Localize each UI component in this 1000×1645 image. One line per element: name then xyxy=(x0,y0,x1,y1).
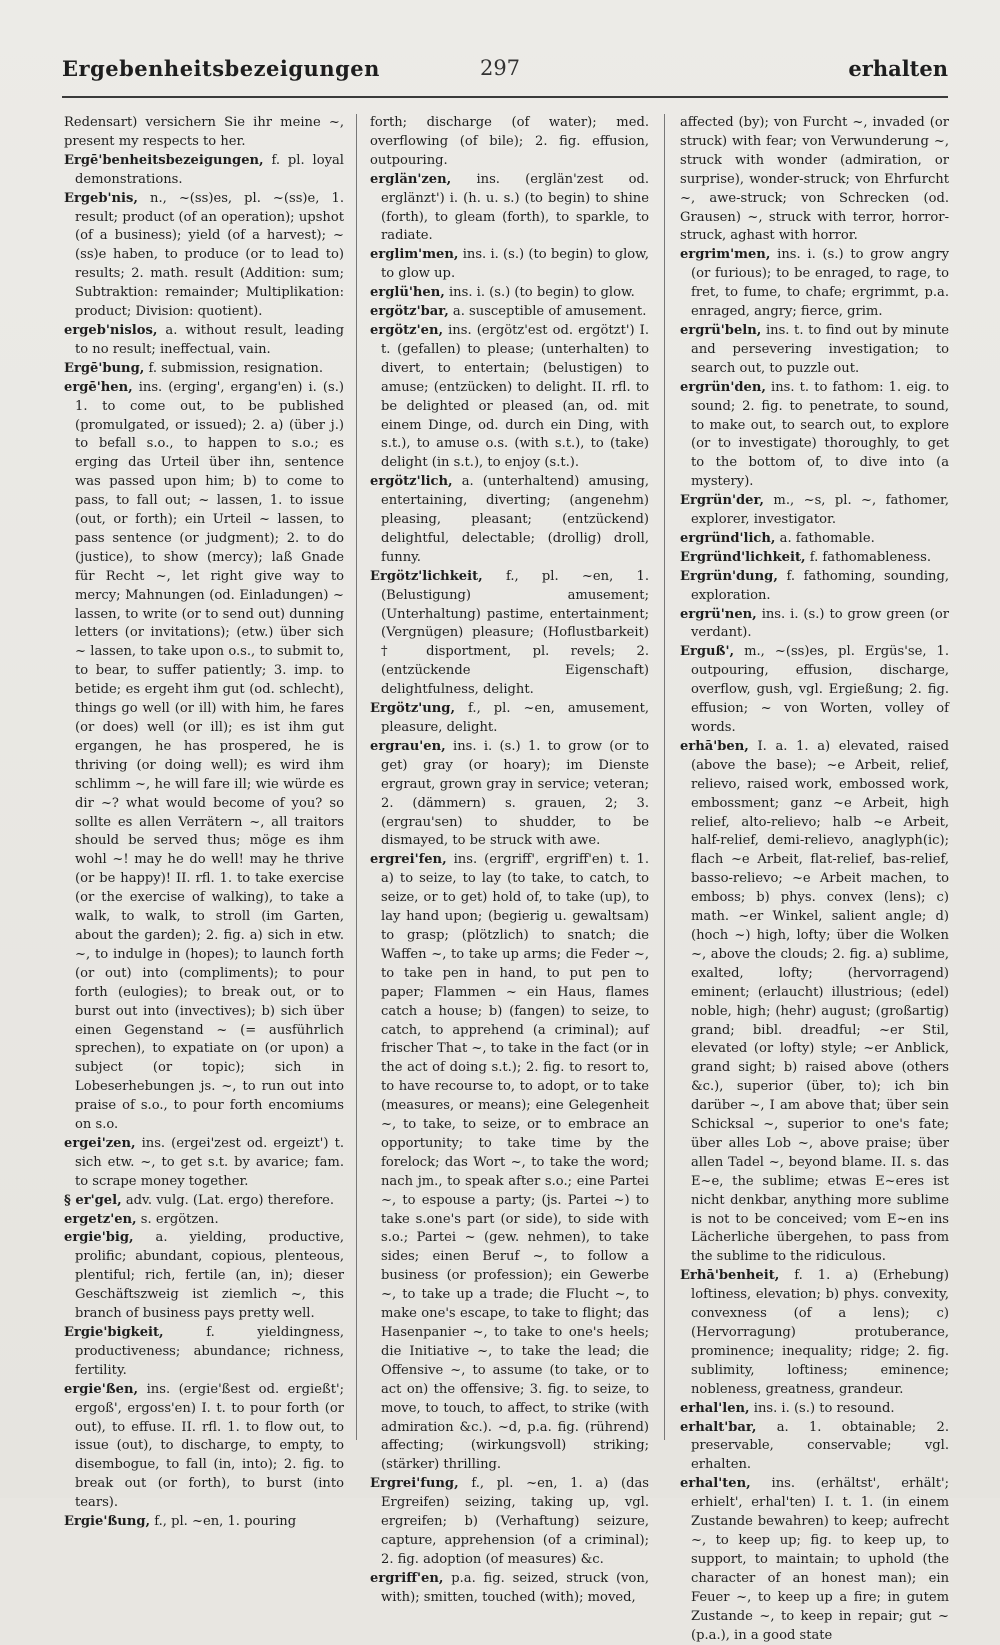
entry-headword: Ergründ'lichkeit, xyxy=(680,549,806,565)
entry-headword: erhalt'bar, xyxy=(680,1419,757,1435)
dictionary-entry xyxy=(370,246,649,284)
entry-definition: f., pl. ~en, 1. a) (das Ergreifen) seizing, taking up, vgl. ergreifen; b) (Verhaftung) seizure, capture, apprehension (of a criminal); 2. fig. adoption (of measures) &c. xyxy=(381,1476,649,1567)
entry-definition: f. pl. loyal demonstrations. xyxy=(75,152,344,187)
entry-headword: Ergie'ßung, xyxy=(64,1514,151,1530)
dictionary-entry xyxy=(64,1381,344,1513)
dictionary-entry xyxy=(680,379,949,492)
running-head-right: erhalten xyxy=(848,56,948,81)
dictionary-entry xyxy=(64,322,344,360)
entry-headword: ergötz'lich, xyxy=(370,474,453,490)
entry-definition: f., pl. ~en, 1. pouring xyxy=(150,1514,297,1530)
entry-headword: Erguß', xyxy=(680,644,735,660)
dictionary-entry xyxy=(680,530,949,549)
entry-headword: Ergē'bung, xyxy=(64,360,145,376)
dictionary-entry xyxy=(680,1400,949,1419)
page-number: 297 xyxy=(479,56,521,80)
entry-headword: Ergie'bigkeit, xyxy=(64,1325,164,1340)
entry-definition: a. yielding, productive, prolific; abundant, copious, plenteous, plentiful; rich, fertile (an, in); dieser Geschäftszweig ist ziemlich ~, this branch of business pays pretty well. xyxy=(75,1230,344,1322)
entry-headword: § er'gel, xyxy=(64,1192,122,1208)
dictionary-entry xyxy=(370,851,649,1475)
entry-headword: erglim'men, xyxy=(370,247,459,263)
dictionary-entry xyxy=(680,246,949,322)
dictionary-entry xyxy=(680,1267,949,1399)
entry-headword: erhal'ten, xyxy=(680,1476,751,1492)
dictionary-entry xyxy=(370,473,649,568)
entry-definition: a. without result, leading to no result; ineffectual, vain. xyxy=(75,322,344,357)
entry-definition: f. submission, resignation. xyxy=(144,360,324,376)
entry-definition: ins. i. (s.) to grow angry (or furious); to be enraged, to rage, to fret, to fume, to chafe; ergrimmt, p.a. enraged, angry; fierce, grim. xyxy=(691,247,949,320)
column-right xyxy=(680,114,949,1643)
entry-definition: ins. (erhältst', erhält'; erhielt', erhal'ten) I. t. 1. (in einem Zustande bewahren) to keep; aufrecht ~, to keep up; fig. to keep up, to support, to maintain; to uphold (the character of an honest man); ein Feuer ~, to keep up a fire; in gutem Zustande ~, to keep in repair; gut ~ (p.a.), in a good state xyxy=(691,1476,949,1643)
dictionary-entry xyxy=(680,114,949,246)
dictionary-entry xyxy=(680,1419,949,1476)
entry-definition: I. a. 1. a) elevated, raised (above the base); ~e Arbeit, relief, relievo, raised work, embossed work, embossment; ganz ~e Arbeit, high relief, alto-relievo; halb ~e Arbeit, half-relief, demi-relievo, anaglyph(ic); flach ~e Arbeit, flat-relief, bas-relief, basso-relievo; ~e Arbeit machen, to emboss; b) phys. convex (lens); c) math. ~er Winkel, salient angle; d) (hoch ~) high, lofty; über die Wolken ~, above the clouds; 2. fig. a) sublime, exalted, lofty; (hervorragend) eminent; (erlaucht) illustrious; (edel) noble, high; (hehr) august; (großartig) grand; bibl. dreadful; ~er Stil, elevated (or lofty) style; ~er Anblick, grand sight; b) raised above (others &c.), superior (über, to); ich bin darüber ~, I am above that; über sein Schicksal ~, superior to one's fate; über alles Lob ~, above praise; über allen Tadel ~, beyond blame. II. s. das E~e, the sublime; etwas E~eres ist nicht denkbar, anything more sublime is not to be conceived; vom E~en ins Lächerliche übergehen, to pass from the sublime to the ridiculous. xyxy=(691,738,949,1265)
entry-definition: f. fathomableness. xyxy=(805,549,931,565)
column-divider xyxy=(664,114,665,1440)
entry-definition: ins. (erglän'zest od. erglänzt') i. (h. u. s.) (to begin) to shine (forth), to gleam (forth), to sparkle, to radiate. xyxy=(381,171,649,244)
entry-definition: adv. vulg. (Lat. ergo) therefore. xyxy=(121,1192,335,1208)
entry-headword: erhā'ben, xyxy=(680,738,749,754)
entry-headword: ergei'zen, xyxy=(64,1135,136,1151)
dictionary-entry xyxy=(680,1475,949,1645)
entry-definition: ins. (erging', ergang'en) i. (s.) 1. to come out, to be published (promulgated, or issued); 2. a) (über j.) to befall s.o., to happen to s.o.; es erging das Urteil über ihn, sentence was passed upon him; b) to come to pass, to fall out; ~ lassen, 1. to issue (out, or forth); ein Urteil ~ lassen, to pass sentence (or judgment); 2. to do (justice), to show (mercy); laß Gnade für Recht ~, let right give way to mercy; Mahnungen (od. Einladungen) ~ lassen, to write (or to send out) dunning letters (or invitations); (etw.) über sich ~ lassen, to take upon o.s., to submit to, to bear, to suffer patiently; 3. imp. to betide; es ergeht ihm gut (od. schlecht), things go well (or ill) with him, he fares (or does) well (or ill); es ist ihm gut ergangen, he has prospered, he is thriving (or doing well); es wird ihm schlimm ~, he will fare ill; wie würde es dir ~? what would become of you? so sollte es allen Verrätern ~, all traitors should be served thus; möge es ihm wohl ~! may he do well! may he thrive (or be happy)! II. rfl. 1. to take exercise (or the exercise of walking), to take a walk, to walk, to stroll (im Garten, about the garden); 2. fig. a) sich in etw. ~, to indulge in (hopes); to launch forth (or out) into (compliments); to pour forth (eulogies); to break out, or to burst out into (invectives); b) sich über einen Gegenstand ~ (= ausführlich sprechen), to expatiate on (or upon) a subject (or topic); sich in Lobeserhebungen js. ~, to run out into praise of s.o., to pour forth encomiums on s.o. xyxy=(75,379,344,1133)
entry-definition: affected (by); von Furcht ~, invaded (or struck) with fear; von Verwunderung ~, struck with wonder (admiration, or surprise), wonder-struck; von Ehrfurcht ~, awe-struck; von Schrecken (od. Grausen) ~, struck with terror, horror-struck, aghast with horror. xyxy=(680,115,949,244)
entry-definition: ins. t. to fathom: 1. eig. to sound; 2. fig. to penetrate, to sound, to make out, to search out, to explore (or to investigate) thoroughly, to get to the bottom of, to dive into (a mystery). xyxy=(691,379,949,490)
dictionary-entry xyxy=(370,738,649,851)
entry-definition: s. ergötzen. xyxy=(136,1211,219,1227)
entry-definition: a. 1. obtainable; 2. preservable, conservable; vgl. erhalten. xyxy=(691,1419,949,1473)
entry-definition: p.a. fig. seized, struck (von, with); smitten, touched (with); moved, xyxy=(381,1570,649,1605)
dictionary-entry xyxy=(64,1229,344,1324)
dictionary-entry xyxy=(370,1570,649,1608)
entry-headword: ergrei'fen, xyxy=(370,852,447,868)
dictionary-entry xyxy=(370,284,649,303)
entry-headword: Erhā'benheit, xyxy=(680,1268,780,1284)
entry-headword: Ergötz'ung, xyxy=(370,701,456,717)
dictionary-entry xyxy=(64,1211,344,1230)
dictionary-entry xyxy=(64,114,344,152)
dictionary-entry xyxy=(680,643,949,738)
entry-definition: ins. (ergie'ßest od. ergießt'; ergoß', ergoss'en) I. t. to pour forth (or out), to effuse. II. rfl. 1. to flow out, to issue (out), to discharge, to empty, to disembogue, to fall (in, into); 2. fig. to break out (or forth), to burst (into tears). xyxy=(75,1381,344,1511)
entry-headword: Ergötz'lichkeit, xyxy=(370,568,483,584)
entry-definition: f. 1. a) (Erhebung) loftiness, elevation; b) phys. convexity, convexness (of a lens); c) (Hervorragung) protuberance, prominence; inequality; ridge; 2. fig. sublimity, loftiness; eminence; nobleness, greatness, grandeur. xyxy=(691,1268,949,1397)
entry-headword: ergötz'bar, xyxy=(370,304,449,320)
entry-headword: erglän'zen, xyxy=(370,171,452,187)
dictionary-entry xyxy=(680,606,949,644)
entry-definition: m., ~(ss)es, pl. Ergüs'se, 1. outpouring, effusion, discharge, overflow, gush, vgl. Ergießung; 2. fig. effusion; ~ von Worten, volley of words. xyxy=(691,644,949,735)
entry-definition: forth; discharge (of water); med. overflowing (of bile); 2. fig. effusion, outpouring. xyxy=(370,115,649,168)
entry-definition: Redensart) versichern Sie ihr meine ~, present my respects to her. xyxy=(64,115,344,149)
dictionary-entry xyxy=(370,700,649,738)
entry-headword: ergötz'en, xyxy=(370,322,444,338)
entry-definition: ins. i. (s.) (to begin) to glow, to glow up. xyxy=(381,247,649,282)
entry-headword: Ergrün'dung, xyxy=(680,568,778,584)
entry-definition: ins. (ergriff', ergriff'en) t. 1. a) to seize, to lay (to take, to catch, to seize, or to get) hold of, to take (up), to lay hand upon; (begierig u. gewaltsam) to grasp; (plötzlich) to snatch; die Waffen ~, to take up arms; die Feder ~, to take pen in hand, to put pen to paper; Flammen ~ ein Haus, flames catch a house; b) (fangen) to seize, to catch, to apprehend (a criminal); auf frischer That ~, to take in the fact (or in the act of doing s.t.); 2. fig. to resort to, to have recourse to, to adopt, or to take (measures, or means); eine Gelegenheit ~, to take, to seize, or to embrace an opportunity; to take time by the forelock; das Wort ~, to take the word; nach jm., to speak after s.o.; eine Partei ~, to espouse a party; (js. Partei ~) to take s.one's part (or side), to side with s.o.; Partei ~ (gew. nehmen), to take sides; einen Beruf ~, to follow a business (or profession); ein Gewerbe ~, to take up a trade; die Flucht ~, to make one's escape, to take to flight; das Hasenpanier ~, to take to one's heels; die Initiative ~, to take the lead; die Offensive ~, to assume (to take, or to act on) the offensive; 3. fig. to seize, to move, to touch, to affect, to strike (with admiration &c.). ~d, p.a. fig. (rührend) affecting; (wirkungsvoll) striking; (stärker) thrilling. xyxy=(381,852,649,1473)
dictionary-entry xyxy=(64,190,344,322)
entry-definition: n., ~(ss)es, pl. ~(ss)e, 1. result; product (of an operation); upshot (of a business); yield (of a harvest); ~(ss)e haben, to produce (or to lead to) results; 2. math. result (Addition: sum; Subtraktion: remainder; Multiplikation: product; Division: quotient). xyxy=(75,190,344,320)
entry-definition: ins. (ergei'zest od. ergeizt') t. sich etw. ~, to get s.t. by avarice; fam. to scrape money together. xyxy=(75,1135,344,1189)
dictionary-entry xyxy=(680,492,949,530)
dictionary-entry xyxy=(64,360,344,379)
entry-headword: ergrim'men, xyxy=(680,247,771,263)
running-head-left: Ergebenheitsbezeigungen xyxy=(62,56,380,81)
entry-headword: Ergrün'der, xyxy=(680,493,764,509)
dictionary-entry xyxy=(64,1513,344,1532)
entry-definition: f. fathoming, sounding, exploration. xyxy=(691,568,949,603)
entry-definition: ins. t. to find out by minute and persevering investigation; to search out, to puzzle out. xyxy=(691,322,949,376)
dictionary-entry xyxy=(370,171,649,247)
header-rule xyxy=(62,96,948,98)
entry-headword: ergē'hen, xyxy=(64,379,133,395)
page-header xyxy=(0,56,1000,96)
entry-definition: ins. i. (s.) (to begin) to glow. xyxy=(444,285,635,301)
dictionary-entry xyxy=(680,322,949,379)
entry-definition: ins. i. (s.) to grow green (or verdant). xyxy=(691,606,949,641)
dictionary-entry xyxy=(64,1135,344,1192)
entry-headword: ergetz'en, xyxy=(64,1211,137,1227)
entry-headword: ergründ'lich, xyxy=(680,530,776,546)
entry-headword: Ergrei'fung, xyxy=(370,1476,459,1492)
dictionary-entry xyxy=(370,568,649,700)
entry-definition: m., ~s, pl. ~, fathomer, explorer, investigator. xyxy=(691,493,949,528)
entry-headword: erglü'hen, xyxy=(370,285,445,301)
dictionary-entry xyxy=(680,738,949,1267)
dictionary-entry xyxy=(370,322,649,473)
dictionary-entry xyxy=(370,1475,649,1570)
entry-definition: ins. (ergötz'est od. ergötzt') I. t. (gefallen) to please; (unterhalten) to divert, to entertain; (belustigen) to amuse; (entzücken) to delight. II. rfl. to be delighted or pleased (an, od. mit einem Dinge, od. durch ein Ding, with s.t.), to amuse o.s. (with s.t.), to (take) delight (in s.t.), to enjoy (s.t.). xyxy=(381,322,649,471)
column-left xyxy=(64,114,344,1530)
entry-headword: ergriff'en, xyxy=(370,1570,444,1586)
entry-headword: ergrü'nen, xyxy=(680,606,757,622)
entry-headword: Ergeb'nis, xyxy=(64,190,138,206)
entry-headword: erhal'len, xyxy=(680,1400,750,1416)
entry-definition: ins. i. (s.) to resound. xyxy=(749,1400,895,1416)
entry-definition: a. susceptible of amusement. xyxy=(448,304,647,320)
entry-headword: ergie'ßen, xyxy=(64,1381,139,1397)
entry-headword: ergeb'nislos, xyxy=(64,322,158,338)
entry-definition: a. fathomable. xyxy=(775,530,875,546)
dictionary-entry xyxy=(370,303,649,322)
entry-definition: a. (unterhaltend) amusing, entertaining, diverting; (angenehm) pleasing, pleasant; (entzückend) delightful, delectable; (drollig) droll, funny. xyxy=(381,474,649,565)
dictionary-entry xyxy=(64,152,344,190)
entry-headword: ergrün'den, xyxy=(680,379,766,395)
dictionary-entry xyxy=(64,1324,344,1381)
entry-definition: ins. i. (s.) 1. to grow (or to get) gray (or hoary); im Dienste ergraut, grown gray in service; veteran; 2. (dämmern) s. grauen, 2; 3. (ergrau'sen) to shudder, to be dismayed, to be struck with awe. xyxy=(381,738,649,849)
column-divider xyxy=(356,114,357,1440)
dictionary-entry xyxy=(64,1192,344,1211)
dictionary-entry xyxy=(370,114,649,171)
entry-headword: ergrau'en, xyxy=(370,738,446,754)
dictionary-entry xyxy=(680,549,949,568)
entry-definition: f., pl. ~en, 1. (Belustigung) amusement; (Unterhaltung) pastime, entertainment; (Vergnügen) pleasure; (Hoflustbarkeit) † disportment, pl. revels; 2. (entzückende Eigenschaft) delightfulness, delight. xyxy=(381,568,649,698)
entry-headword: ergrü'beln, xyxy=(680,322,762,338)
entry-headword: ergie'big, xyxy=(64,1230,134,1246)
dictionary-entry xyxy=(64,379,344,1135)
column-middle xyxy=(370,114,649,1605)
entry-headword: Ergē'benheitsbezeigungen, xyxy=(64,152,264,168)
dictionary-entry xyxy=(680,568,949,606)
entry-definition: f. yieldingness, productiveness; abundance; richness, fertility. xyxy=(75,1325,344,1378)
entry-definition: f., pl. ~en, amusement, pleasure, delight. xyxy=(381,701,649,735)
